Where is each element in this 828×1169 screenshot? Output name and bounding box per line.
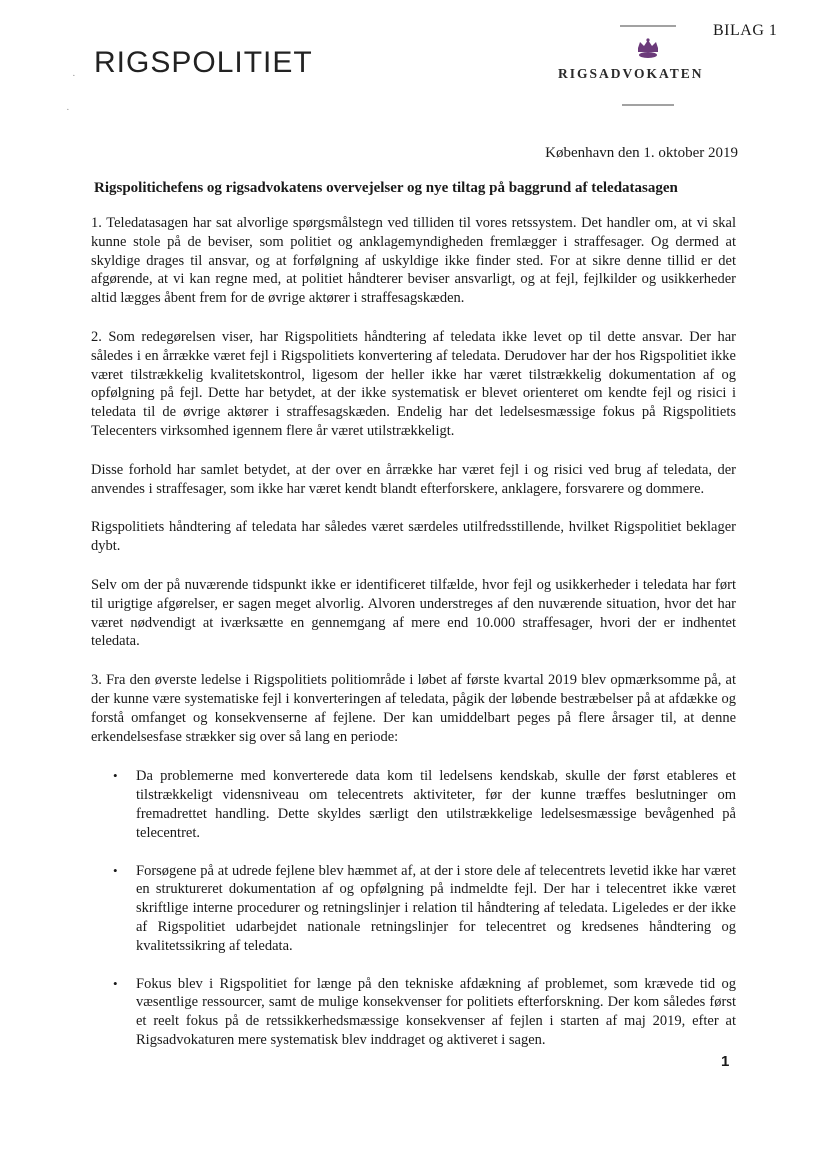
list-item-text: Forsøgene på at udrede fejlene blev hæmmet af, at der i store dele af telecentrets levetid ikke har været en struktureret dokumentation af og opfølgning på indmeldte fejl. Der har i telecentret ikke været skriftlige interne procedurer og retningslinjer i relation til håndtering af teledata. Ligeledes er der ikke af Rigspolitiet udarbejdet nationale retningslinjer for telecentret og kredsenes håndtering og kvalitetssikring af teledata.: [136, 862, 736, 954]
list-item-text: Da problemerne med konverterede data kom til ledelsens kendskab, skulle der først etableres et tilstrækkeligt vidensniveau om telecentrets aktiviteter, før der kunne træffes beslutninger om fremadrettet handling. Dette skyldes særligt den utilstrækkelige ledelsesmæssige bevågenhed på telecentret.: [136, 768, 736, 841]
list-item: [91, 975, 736, 1050]
bullet-icon: •: [113, 975, 118, 991]
paragraph: Rigspolitiets håndtering af teledata har således været særdeles utilfredsstillende, hvilket Rigspolitiet beklager dybt.: [91, 519, 736, 555]
document-date: København den 1. oktober 2019: [545, 145, 738, 161]
document-title: Rigspolitichefens og rigsadvokatens overvejelser og nye tiltag på baggrund af teledatasagen: [94, 180, 678, 196]
list-item-text: Fokus blev i Rigspolitiet for længe på den tekniske afdækning af problemet, som krævede tid og væsentlige ressourcer, samt de mulige konsekvenser for politiets efterforskning. Der kom således først et reelt fokus på de retssikkerhedsmæssige konsekvenser af fejlen i starten af maj 2019, efter at Rigsadvokaturen mere systematisk blev inddraget og aktiveret i sagen.: [136, 975, 736, 1048]
bullet-icon: •: [113, 768, 118, 784]
page-number: 1: [721, 1053, 730, 1070]
rigspolitiet-logo: RIGSPOLITIET: [94, 46, 313, 79]
paragraph: Disse forhold har samlet betydet, at der over en årrække har været fejl i og risici ved brug af teledata, der anvendes i straffesager, som ikke har været kendt blandt efterforskere, anklagere, forsvarere og dommere.: [91, 461, 736, 497]
list-item: [91, 862, 736, 956]
scan-mark: ·: [72, 70, 76, 82]
scan-mark: ·: [66, 104, 70, 116]
document-body: [91, 214, 736, 1069]
list-item: [91, 767, 736, 842]
paragraph: 1. Teledatasagen har sat alvorlige spørgsmålstegn ved tilliden til vores retssystem. Det handler om, at vi skal kunne stole på de beviser, som politiet og anklagemyndigheden fremlægger i straffesager. Og dermed at skyldige drages til ansvar, og at forfølgning af uskyldige ikke finder sted. For at sikre denne tillid er det afgørende, at vi kan regne med, at politiet håndterer beviser ansvarligt, og at fejl, fejlkilder og usikkerheder altid lægges åbent frem for de øvrige aktører i straffesagskæden.: [91, 215, 736, 307]
paragraph: 2. Som redegørelsen viser, har Rigspolitiets håndtering af teledata ikke levet op til dette ansvar. Der har således i en årrække været fejl i Rigspolitiets konvertering af teledata. Derudover har der hos Rigspolitiet ikke været tilstrækkelig kvalitetskontrol, ligesom der heller ikke har været tilstrækkelig dokumentation af og opfølgning på fejl. Dette har betydet, at der ikke systematisk er blevet orienteret om kendte fejl og risici i teledata til de øvrige aktører i straffesagskæden. Endelig har det ledelsesmæssige fokus på Rigspolitiets Telecenters virksomhed igennem flere år været utilstrækkeligt.: [91, 328, 736, 439]
bullet-list: [91, 767, 736, 1049]
paragraph: Selv om der på nuværende tidspunkt ikke er identificeret tilfælde, hvor fejl og usikkerheder i teledata har ført til urigtige afgørelser, er sagen meget alvorlig. Alvoren understreges af den nuværende situation, hvor det har været nødvendigt at iværksætte en gennemgang af mere end 10.000 straffesager, hvori der er indhentet teledata.: [91, 576, 736, 650]
attachment-label: BILAG 1: [713, 22, 778, 39]
bullet-icon: •: [113, 862, 118, 878]
paragraph: 3. Fra den øverste ledelse i Rigspolitiets politiområde i løbet af første kvartal 2019 blev opmærksomme på, at der kunne være systematiske fejl i konverteringen af teledata, pågik der løbende bestræbelser på at afdække og forstå omfanget og konsekvenserne af fejlene. Der kan umiddelbart peges på flere årsager til, at denne erkendelsesfase strækker sig over så lang en periode:: [91, 672, 736, 745]
rigsadvokaten-logo: RIGSADVOKATEN: [558, 66, 704, 81]
crown-icon: [618, 22, 678, 108]
